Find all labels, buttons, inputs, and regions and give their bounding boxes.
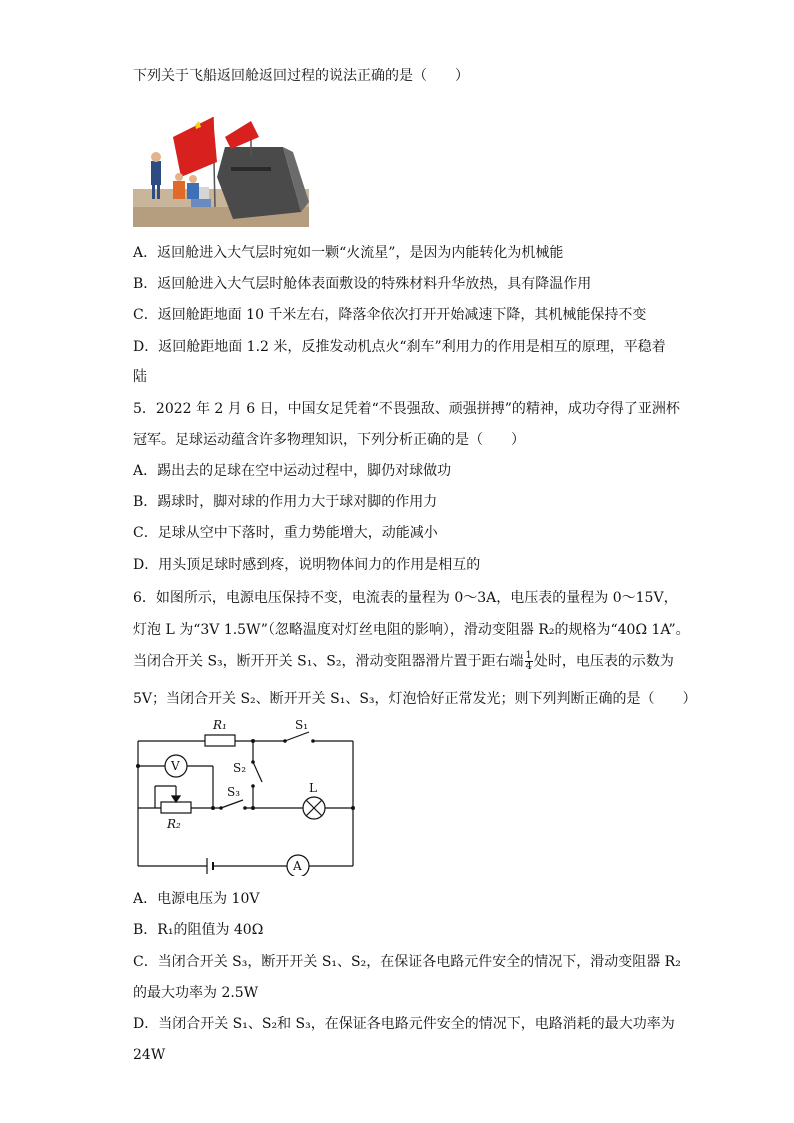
q6-stem-line3 <box>133 651 674 672</box>
fraction <box>525 651 533 672</box>
q6-stem-line3-pre: 当闭合开关 S₃，断开开关 S₁、S₂，滑动变阻器滑片置于距右端 <box>133 653 524 670</box>
q4-stem: 下列关于飞船返回舱返回过程的说法正确的是（ ） <box>133 68 469 84</box>
label-s3: S₃ <box>227 785 241 799</box>
q6-option-a: A．电源电压为 10V <box>133 891 260 907</box>
fraction-numerator: 1 <box>525 650 532 661</box>
label-s2: S₂ <box>233 761 247 775</box>
q5-option-a: A．踢出去的足球在空中运动过程中，脚仍对球做功 <box>133 463 452 479</box>
label-l: L <box>309 781 317 795</box>
q6-stem-line4: 5V；当闭合开关 S₂、断开开关 S₁、S₃，灯泡恰好正常发光；则下列判断正确的是（ ） <box>133 691 697 707</box>
q5-option-b: B．踢球时，脚对球的作用力大于球对脚的作用力 <box>133 494 438 510</box>
q6-option-d: D．当闭合开关 S₁、S₂和 S₃，在保证各电路元件安全的情况下，电路消耗的最大功率为 <box>133 1016 675 1032</box>
q5-option-d: D．用头顶足球时感到疼，说明物体间力的作用是相互的 <box>133 557 481 573</box>
label-s1: S₁ <box>295 718 309 732</box>
q4-option-a: A．返回舱进入大气层时宛如一颗“火流星”，是因为内能转化为机械能 <box>133 245 564 261</box>
q6-stem-line1: 6．如图所示，电源电压保持不变，电流表的量程为 0～3A，电压表的量程为 0～15V， <box>133 590 678 606</box>
q6-option-c: C．当闭合开关 S₃，断开开关 S₁、S₂，在保证各电路元件安全的情况下，滑动变阻器 R₂ <box>133 954 681 970</box>
resistor-r2 <box>161 802 191 813</box>
label-r2: R₂ <box>167 817 181 831</box>
fraction-denominator: 4 <box>525 661 532 672</box>
q5-option-c: C．足球从空中下落时，重力势能增大，动能减小 <box>133 525 438 541</box>
q4-option-b: B．返回舱进入大气层时舱体表面敷设的特殊材料升华放热，具有降温作用 <box>133 276 592 292</box>
q4-option-d: D．返回舱距地面 1.2 米，反推发动机点火“刹车”利用力的作用是相互的原理，平稳着 <box>133 339 666 355</box>
q4-option-d-cont: 陆 <box>133 369 147 385</box>
q4-option-c: C．返回舱距地面 10 千米左右，降落伞依次打开开始减速下降，其机械能保持不变 <box>133 307 647 323</box>
label-v: V <box>171 759 180 773</box>
q6-stem-line2: 灯泡 L 为“3V 1.5W”（忽略温度对灯丝电阻的影响），滑动变阻器 R₂的规格为“40Ω 1A”。 <box>133 622 690 638</box>
q6-stem-line3-post: 处时，电压表的示数为 <box>533 653 674 670</box>
resistor-r1 <box>205 735 235 746</box>
label-r1: R₁ <box>213 718 227 732</box>
q5-stem-line2: 冠军。足球运动蕴含许多物理知识，下列分析正确的是（ ） <box>133 432 525 448</box>
q6-option-c-cont: 的最大功率为 2.5W <box>133 985 259 1001</box>
capsule-photo <box>133 107 309 227</box>
circuit-diagram <box>133 716 363 876</box>
q6-option-d-cont: 24W <box>133 1047 166 1063</box>
q6-option-b: B．R₁的阻值为 40Ω <box>133 922 264 938</box>
label-a: A <box>293 859 302 873</box>
q5-stem-line1: 5．2022 年 2 月 6 日，中国女足凭着“不畏强敌、顽强拼搏”的精神，成功夺得了亚洲杯 <box>133 401 680 417</box>
